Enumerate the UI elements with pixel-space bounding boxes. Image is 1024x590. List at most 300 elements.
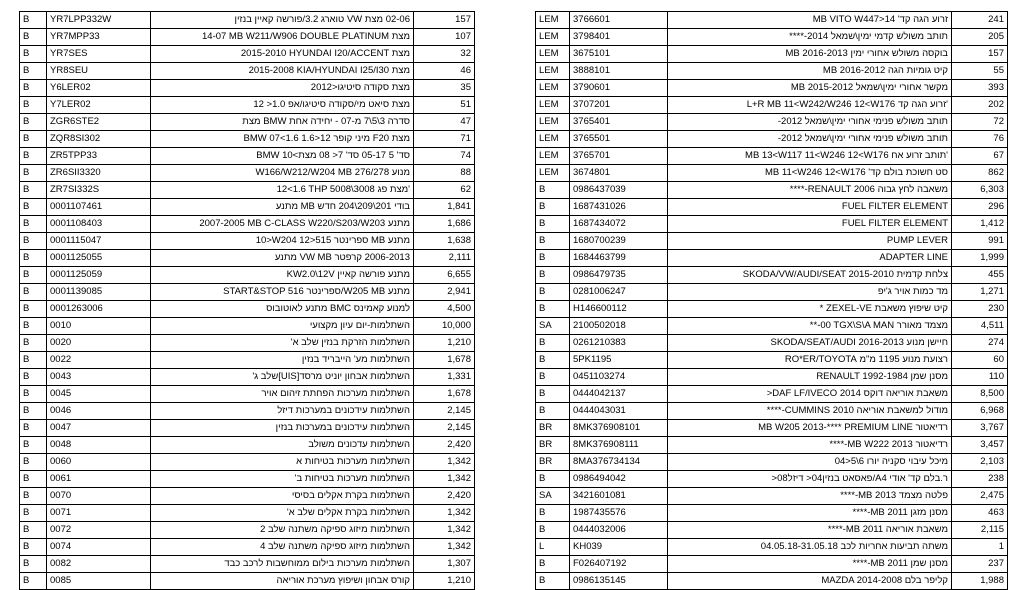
price-cell: 1,988: [952, 573, 1008, 590]
table-row: [20, 505, 475, 522]
part-number-cell: 3798401: [570, 29, 668, 46]
part-number-cell: 0082: [47, 556, 151, 573]
table-row: [536, 403, 1008, 420]
type-code-cell: B: [536, 233, 570, 250]
part-number-cell: ZQR8SI302: [47, 131, 151, 148]
part-number-cell: 0986135145: [570, 573, 668, 590]
type-code-cell: B: [536, 505, 570, 522]
part-number-cell: 0001108403: [47, 216, 151, 233]
price-cell: 1,412: [952, 216, 1008, 233]
table-row: [536, 505, 1008, 522]
price-cell: 1,342: [414, 454, 475, 471]
table-row: [20, 250, 475, 267]
part-number-cell: 0451103274: [570, 369, 668, 386]
type-code-cell: B: [20, 403, 47, 420]
description-cell: מצת סקודה סיטיגו<2012: [151, 80, 414, 97]
table-row: [536, 165, 1008, 182]
table-row: [20, 131, 475, 148]
price-cell: 393: [952, 80, 1008, 97]
part-number-cell: 0444032006: [570, 522, 668, 539]
table-row: [20, 420, 475, 437]
part-number-cell: 3766601: [570, 12, 668, 29]
type-code-cell: BR: [536, 420, 570, 437]
description-cell: סדרה 3\5\7 מ-07 - יחידה אחת BMW מצת: [151, 114, 414, 131]
part-number-cell: KH039: [570, 539, 668, 556]
price-table-right: [535, 11, 1008, 590]
part-number-cell: 0085: [47, 573, 151, 590]
table-row: [536, 63, 1008, 80]
price-cell: 1,331: [414, 369, 475, 386]
description-cell: בוקסה משולש אחורי ימין MB 2016-2013: [668, 46, 952, 63]
type-code-cell: LEM: [536, 29, 570, 46]
description-cell: תותב משולש פנימי אחורי ימין\שמאל 2012-: [668, 114, 952, 131]
price-cell: 1,686: [414, 216, 475, 233]
price-cell: 110: [952, 369, 1008, 386]
price-cell: 463: [952, 505, 1008, 522]
price-cell: 35: [414, 80, 475, 97]
type-code-cell: B: [20, 216, 47, 233]
description-cell: 02-06 מצת VW טוארג 3.2/פורשה קאיין בנזין: [151, 12, 414, 29]
description-cell: מקשר אחורי ימין\שמאל MB 2015-2012: [668, 80, 952, 97]
description-cell: משאבת אוריאה דוקס 2014 DAF LF/IVECO<: [668, 386, 952, 403]
price-cell: 2,941: [414, 284, 475, 301]
part-number-cell: 1680700239: [570, 233, 668, 250]
type-code-cell: B: [536, 386, 570, 403]
price-cell: 6,968: [952, 403, 1008, 420]
price-cell: 1,210: [414, 573, 475, 590]
price-cell: 1,271: [952, 284, 1008, 301]
description-cell: השתלמות מערכות בילום ממוחשבות לרכב כבד: [151, 556, 414, 573]
part-number-cell: 0043: [47, 369, 151, 386]
part-number-cell: 1987435576: [570, 505, 668, 522]
description-cell: השתלמות מע' הייבריד בנזין: [151, 352, 414, 369]
table-row: [20, 539, 475, 556]
part-number-cell: 0001125055: [47, 250, 151, 267]
price-cell: 74: [414, 148, 475, 165]
table-row: [20, 369, 475, 386]
type-code-cell: B: [20, 182, 47, 199]
description-cell: השתלמות עדכונים משולב: [151, 437, 414, 454]
price-cell: 2,115: [952, 522, 1008, 539]
price-cell: 2,103: [952, 454, 1008, 471]
type-code-cell: B: [20, 284, 47, 301]
type-code-cell: B: [20, 131, 47, 148]
description-cell: 2015-2008 KIA/HYUNDAI I25/I30 מצת: [151, 63, 414, 80]
description-cell: KW2.0\12V מתנע פורשה קאיין: [151, 267, 414, 284]
price-cell: 8,500: [952, 386, 1008, 403]
price-cell: 1,678: [414, 386, 475, 403]
part-number-cell: YR8SEU: [47, 63, 151, 80]
part-number-cell: ZR5TPP33: [47, 148, 151, 165]
price-cell: 3,457: [952, 437, 1008, 454]
price-cell: 71: [414, 131, 475, 148]
table-row: [536, 97, 1008, 114]
table-row: [20, 63, 475, 80]
type-code-cell: B: [536, 199, 570, 216]
price-cell: 455: [952, 267, 1008, 284]
type-code-cell: B: [20, 386, 47, 403]
type-code-cell: B: [20, 335, 47, 352]
part-number-cell: 0444043031: [570, 403, 668, 420]
description-cell: חיישן מנוע SKODA/SEAT/AUDI 2016-2013: [668, 335, 952, 352]
table-row: [20, 199, 475, 216]
type-code-cell: B: [20, 437, 47, 454]
table-row: [536, 46, 1008, 63]
price-cell: 51: [414, 97, 475, 114]
table-row: [536, 352, 1008, 369]
part-number-cell: YR7LPP332W: [47, 12, 151, 29]
price-cell: 2,111: [414, 250, 475, 267]
type-code-cell: LEM: [536, 114, 570, 131]
price-cell: 67: [952, 148, 1008, 165]
description-cell: קורס אבחון ושיפוץ מערכת אוריאה: [151, 573, 414, 590]
table-row: [536, 12, 1008, 29]
description-cell: השתלמות עידכונים במערכות בנזין: [151, 420, 414, 437]
description-cell: השתלמות הזרקת בנזין שלב א': [151, 335, 414, 352]
table-row: [536, 250, 1008, 267]
type-code-cell: LEM: [536, 46, 570, 63]
description-cell: צלחת קדמית SKODA/VW/AUDI/SEAT 2015-2010: [668, 267, 952, 284]
part-number-cell: 1687431026: [570, 199, 668, 216]
description-cell: השתלמות עידכונים במערכות דיזל: [151, 403, 414, 420]
table-row: [536, 573, 1008, 590]
part-number-cell: 0010: [47, 318, 151, 335]
type-code-cell: LEM: [536, 80, 570, 97]
table-row: [20, 301, 475, 318]
price-cell: 296: [952, 199, 1008, 216]
table-row: [20, 556, 475, 573]
table-row: [20, 522, 475, 539]
table-row: [20, 454, 475, 471]
table-row: [20, 182, 475, 199]
description-cell: רדיאטור MB W222 2013-****: [668, 437, 952, 454]
type-code-cell: B: [536, 284, 570, 301]
description-cell: BMW 10<סד' 5 05-17 סד' 7< 08 מצת: [151, 148, 414, 165]
part-number-cell: 3765701: [570, 148, 668, 165]
price-cell: 1,342: [414, 539, 475, 556]
type-code-cell: LEM: [536, 165, 570, 182]
type-code-cell: B: [20, 267, 47, 284]
description-cell: משאבת אוריאה MB 2011-****: [668, 522, 952, 539]
type-code-cell: LEM: [536, 63, 570, 80]
description-cell: מיכל עיבוי סקניה יורו 6\5<04: [668, 454, 952, 471]
part-number-cell: 0071: [47, 505, 151, 522]
price-cell: 1,210: [414, 335, 475, 352]
table-row: [536, 369, 1008, 386]
price-cell: 10,000: [414, 318, 475, 335]
table-row: [536, 29, 1008, 46]
part-number-cell: 0020: [47, 335, 151, 352]
table-row: [20, 318, 475, 335]
price-cell: 202: [952, 97, 1008, 114]
part-number-cell: ZR6SII3320: [47, 165, 151, 182]
description-cell: השתלמות-יום עיון מקצועי: [151, 318, 414, 335]
part-number-cell: 0986437039: [570, 182, 668, 199]
description-cell: 12<1.6 THP 5008\3008 מצת פג': [151, 182, 414, 199]
table-row: [536, 556, 1008, 573]
table-row: [536, 284, 1008, 301]
table-row: [536, 471, 1008, 488]
description-cell: מצת סיאט מי/סקודה סיטיגו/אפ 1.0< 12: [151, 97, 414, 114]
part-number-cell: 0045: [47, 386, 151, 403]
description-cell: MB 13<W117 11<W246 12<W176 תותב זרוע אח': [668, 148, 952, 165]
price-cell: 76: [952, 131, 1008, 148]
price-cell: 88: [414, 165, 475, 182]
description-cell: מסנן מזגן MB 2011-****: [668, 505, 952, 522]
type-code-cell: B: [20, 420, 47, 437]
price-cell: 2,420: [414, 437, 475, 454]
description-cell: רדיאטור MB W205 2013-**** PREMIUM LINE: [668, 420, 952, 437]
description-cell: קיט שיפוץ משאבת ZEXEL-VE *: [668, 301, 952, 318]
price-cell: 3,767: [952, 420, 1008, 437]
part-number-cell: 3674801: [570, 165, 668, 182]
type-code-cell: SA: [536, 318, 570, 335]
part-number-cell: 0261210383: [570, 335, 668, 352]
table-row: [536, 522, 1008, 539]
table-row: [536, 114, 1008, 131]
type-code-cell: B: [20, 29, 47, 46]
part-number-cell: ZR7SI332S: [47, 182, 151, 199]
part-number-cell: 1684463799: [570, 250, 668, 267]
type-code-cell: B: [536, 403, 570, 420]
price-cell: 62: [414, 182, 475, 199]
price-cell: 47: [414, 114, 475, 131]
table-row: [536, 454, 1008, 471]
type-code-cell: B: [20, 80, 47, 97]
table-row: [536, 182, 1008, 199]
type-code-cell: SA: [536, 488, 570, 505]
part-number-cell: Y6LER02: [47, 80, 151, 97]
table-row: [20, 488, 475, 505]
description-cell: מודול למשאבת אוריאה CUMMINS 2010-****: [668, 403, 952, 420]
table-row: [536, 216, 1008, 233]
type-code-cell: B: [20, 369, 47, 386]
table-row: [536, 148, 1008, 165]
type-code-cell: B: [20, 250, 47, 267]
description-cell: FUEL FILTER ELEMENT: [668, 199, 952, 216]
type-code-cell: B: [536, 522, 570, 539]
type-code-cell: B: [20, 505, 47, 522]
part-number-cell: 0060: [47, 454, 151, 471]
description-cell: FUEL FILTER ELEMENT: [668, 216, 952, 233]
price-cell: 1,342: [414, 505, 475, 522]
description-cell: השתלמות מערכות בטיחות א: [151, 454, 414, 471]
part-number-cell: 3421601081: [570, 488, 668, 505]
table-row: [536, 301, 1008, 318]
table-row: [20, 267, 475, 284]
price-cell: 2,145: [414, 420, 475, 437]
type-code-cell: LEM: [536, 97, 570, 114]
part-number-cell: F026407192: [570, 556, 668, 573]
type-code-cell: B: [20, 488, 47, 505]
price-cell: 237: [952, 556, 1008, 573]
description-cell: משאבה לחץ גבוה RENAULT 2006-****: [668, 182, 952, 199]
part-number-cell: 0022: [47, 352, 151, 369]
price-cell: 2,145: [414, 403, 475, 420]
type-code-cell: LEM: [536, 12, 570, 29]
price-table-left-body: [20, 12, 475, 590]
part-number-cell: 3707201: [570, 97, 668, 114]
price-cell: 6,655: [414, 267, 475, 284]
part-number-cell: 3675101: [570, 46, 668, 63]
part-number-cell: YR7MPP33: [47, 29, 151, 46]
description-cell: 14-07 MB W211/W906 DOUBLE PLATINUM מצת: [151, 29, 414, 46]
part-number-cell: 0001107461: [47, 199, 151, 216]
type-code-cell: B: [536, 556, 570, 573]
description-cell: סט חשוכת בולם קד' MB 11<W246 12<W176: [668, 165, 952, 182]
description-cell: השתלמות אבחון יוניט מרסד[UIS]שלב ג': [151, 369, 414, 386]
description-cell: השתלמות מערכות בטיחות ב': [151, 471, 414, 488]
price-cell: 205: [952, 29, 1008, 46]
description-cell: W166/W212/W204 MB מנוע 276/278: [151, 165, 414, 182]
part-number-cell: H146600112: [570, 301, 668, 318]
description-cell: השתלמות מיזוג ספיקה משתנה שלב 2: [151, 522, 414, 539]
part-number-cell: 8MK376908101: [570, 420, 668, 437]
table-row: [536, 233, 1008, 250]
type-code-cell: B: [20, 556, 47, 573]
table-row: [20, 148, 475, 165]
type-code-cell: B: [20, 63, 47, 80]
description-cell: 2006-2013 קרפטר VW MB מתנע: [151, 250, 414, 267]
price-cell: 230: [952, 301, 1008, 318]
table-row: [536, 131, 1008, 148]
type-code-cell: B: [20, 114, 47, 131]
price-cell: 1,307: [414, 556, 475, 573]
price-cell: 1,678: [414, 352, 475, 369]
description-cell: 2007-2005 MB C-CLASS W220/S203/W203 מתנע: [151, 216, 414, 233]
price-cell: 60: [952, 352, 1008, 369]
description-cell: מד כמות אויר ג'יפ: [668, 284, 952, 301]
part-number-cell: 0046: [47, 403, 151, 420]
type-code-cell: B: [20, 573, 47, 590]
type-code-cell: B: [536, 301, 570, 318]
part-number-cell: 0074: [47, 539, 151, 556]
price-cell: 4,511: [952, 318, 1008, 335]
part-number-cell: 5PK1195: [570, 352, 668, 369]
type-code-cell: BR: [536, 454, 570, 471]
part-number-cell: 0001115047: [47, 233, 151, 250]
table-row: [20, 573, 475, 590]
type-code-cell: B: [20, 233, 47, 250]
price-cell: 107: [414, 29, 475, 46]
price-cell: 1,342: [414, 471, 475, 488]
price-cell: 1,841: [414, 199, 475, 216]
type-code-cell: B: [536, 216, 570, 233]
price-cell: 991: [952, 233, 1008, 250]
table-row: [20, 46, 475, 63]
part-number-cell: 0281006247: [570, 284, 668, 301]
price-table-right-body: [536, 12, 1008, 590]
table-row: [20, 165, 475, 182]
part-number-cell: 8MK376908111: [570, 437, 668, 454]
type-code-cell: B: [536, 182, 570, 199]
table-row: [536, 488, 1008, 505]
table-row: [536, 386, 1008, 403]
type-code-cell: B: [20, 471, 47, 488]
description-cell: תותב משולש קדמי ימין\שמאל 2014-****: [668, 29, 952, 46]
type-code-cell: B: [20, 318, 47, 335]
table-row: [536, 199, 1008, 216]
type-code-cell: B: [536, 267, 570, 284]
price-cell: 241: [952, 12, 1008, 29]
part-number-cell: 0061: [47, 471, 151, 488]
part-number-cell: 0072: [47, 522, 151, 539]
part-number-cell: 0001263006: [47, 301, 151, 318]
table-row: [536, 539, 1008, 556]
type-code-cell: B: [20, 522, 47, 539]
type-code-cell: L: [536, 539, 570, 556]
part-number-cell: 0001125059: [47, 267, 151, 284]
type-code-cell: B: [20, 199, 47, 216]
description-cell: ר.בלם קד' אודי A4/פאסאט בנזין04< דיזל08<: [668, 471, 952, 488]
price-cell: 1,638: [414, 233, 475, 250]
price-cell: 32: [414, 46, 475, 63]
price-cell: 274: [952, 335, 1008, 352]
table-row: [20, 352, 475, 369]
table-row: [20, 97, 475, 114]
part-number-cell: 1687434072: [570, 216, 668, 233]
part-number-cell: 3765401: [570, 114, 668, 131]
type-code-cell: B: [20, 46, 47, 63]
table-row: [20, 471, 475, 488]
table-row: [20, 335, 475, 352]
type-code-cell: B: [536, 352, 570, 369]
description-cell: START&STOP 516 ספרינטר/W205 MB מתנע: [151, 284, 414, 301]
type-code-cell: B: [536, 335, 570, 352]
price-table-left: [19, 11, 475, 590]
price-cell: 2,420: [414, 488, 475, 505]
type-code-cell: B: [536, 573, 570, 590]
part-number-cell: ZGR6STE2: [47, 114, 151, 131]
type-code-cell: B: [536, 369, 570, 386]
type-code-cell: B: [20, 165, 47, 182]
part-number-cell: 0048: [47, 437, 151, 454]
type-code-cell: B: [20, 352, 47, 369]
table-row: [20, 386, 475, 403]
description-cell: 2015-2010 HYUNDAI I20/ACCENT מצת: [151, 46, 414, 63]
description-cell: קיט גומיות הגה MB 2016-2012: [668, 63, 952, 80]
table-row: [536, 335, 1008, 352]
description-cell: זרוע הגה קד' 14<MB VITO W447: [668, 12, 952, 29]
part-number-cell: 0986479735: [570, 267, 668, 284]
description-cell: קליפר בלם MAZDA 2014-2008: [668, 573, 952, 590]
description-cell: למנוע קאמינס BMC מתנע לאוטובוס: [151, 301, 414, 318]
price-cell: 72: [952, 114, 1008, 131]
type-code-cell: B: [20, 301, 47, 318]
part-number-cell: 0986494042: [570, 471, 668, 488]
type-code-cell: B: [20, 148, 47, 165]
price-cell: 46: [414, 63, 475, 80]
part-number-cell: Y7LER02: [47, 97, 151, 114]
part-number-cell: 3888101: [570, 63, 668, 80]
description-cell: בודי 201\209\204 חדש MB מתנע: [151, 199, 414, 216]
price-cell: 1,999: [952, 250, 1008, 267]
type-code-cell: B: [536, 471, 570, 488]
part-number-cell: YR7SES: [47, 46, 151, 63]
description-cell: רצועת מנוע 1195 מ"מ RO*ER/TOYOTA: [668, 352, 952, 369]
description-cell: BMW 07<1.6 1.6>12 מיני קופר F20 מצת: [151, 131, 414, 148]
description-cell: מסנן שמן MB 2011-****: [668, 556, 952, 573]
type-code-cell: BR: [536, 437, 570, 454]
table-row: [536, 318, 1008, 335]
part-number-cell: 3790601: [570, 80, 668, 97]
table-row: [20, 284, 475, 301]
table-row: [20, 403, 475, 420]
description-cell: השתלמות מערכות הפחתת זיהום אויר: [151, 386, 414, 403]
table-row: [20, 233, 475, 250]
type-code-cell: LEM: [536, 148, 570, 165]
type-code-cell: B: [20, 12, 47, 29]
